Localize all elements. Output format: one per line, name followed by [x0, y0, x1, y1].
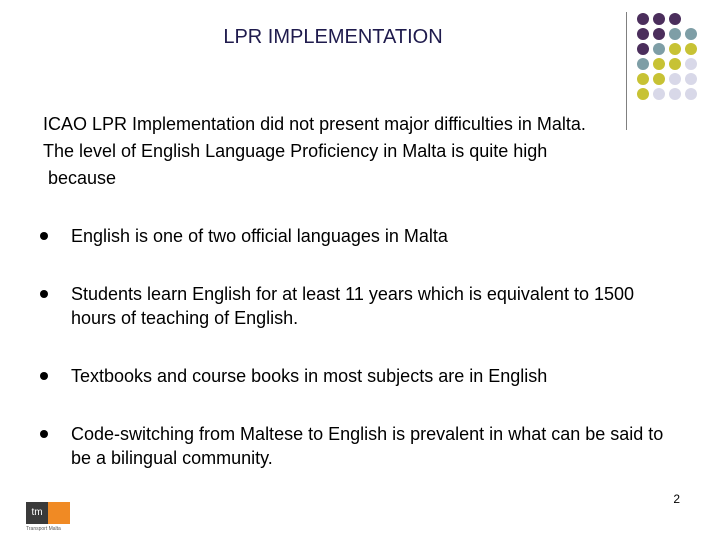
bullet-text: Students learn English for at least 11 years which is equivalent to 1500 hours of teaching of English.: [71, 284, 635, 328]
logo-orange-block: [48, 502, 70, 524]
intro-line-2: The level of English Language Proficiency in Malta is quite high: [43, 141, 548, 161]
bullet-text: Textbooks and course books in most subjects are in English: [71, 366, 548, 386]
decorative-dot: [637, 58, 649, 70]
transport-malta-logo: [26, 502, 70, 532]
bullet-icon: [40, 430, 48, 438]
decorative-dot: [653, 88, 665, 100]
decorative-dot-grid: [632, 10, 720, 120]
decorative-dot: [653, 43, 665, 55]
decorative-dot: [653, 58, 665, 70]
decorative-dot: [669, 73, 681, 85]
decorative-dot: [685, 88, 697, 100]
intro-paragraph: [43, 111, 643, 192]
decorative-dot: [637, 43, 649, 55]
decorative-dot: [637, 28, 649, 40]
decorative-dot: [669, 58, 681, 70]
logo-caption: Transport Malta: [26, 526, 61, 532]
intro-line-1: ICAO LPR Implementation did not present major difficulties in Malta.: [43, 114, 586, 134]
decorative-dot: [637, 88, 649, 100]
decorative-dot: [685, 28, 697, 40]
decorative-dot: [653, 13, 665, 25]
intro-line-3: because: [43, 168, 117, 188]
decorative-dot: [637, 73, 649, 85]
decorative-dot: [653, 28, 665, 40]
slide-title: LPR IMPLEMENTATION: [223, 26, 443, 48]
decorative-dot: [669, 43, 681, 55]
bullet-icon: [40, 232, 48, 240]
bullet-text: Code-switching from Maltese to English is prevalent in what can be said to be a bilingual community.: [71, 424, 664, 468]
decorative-dot: [669, 88, 681, 100]
bullet-icon: [40, 290, 48, 298]
decorative-dot: [685, 43, 697, 55]
decorative-dot: [669, 28, 681, 40]
decorative-dot: [653, 73, 665, 85]
page-number: 2: [673, 492, 680, 506]
bullet-icon: [40, 372, 48, 380]
decorative-dot: [685, 58, 697, 70]
decorative-dot: [637, 13, 649, 25]
decorative-dot: [685, 73, 697, 85]
bullet-text: English is one of two official languages in Malta: [71, 226, 448, 246]
decorative-dot: [669, 13, 681, 25]
logo-mark: tm: [26, 502, 48, 524]
